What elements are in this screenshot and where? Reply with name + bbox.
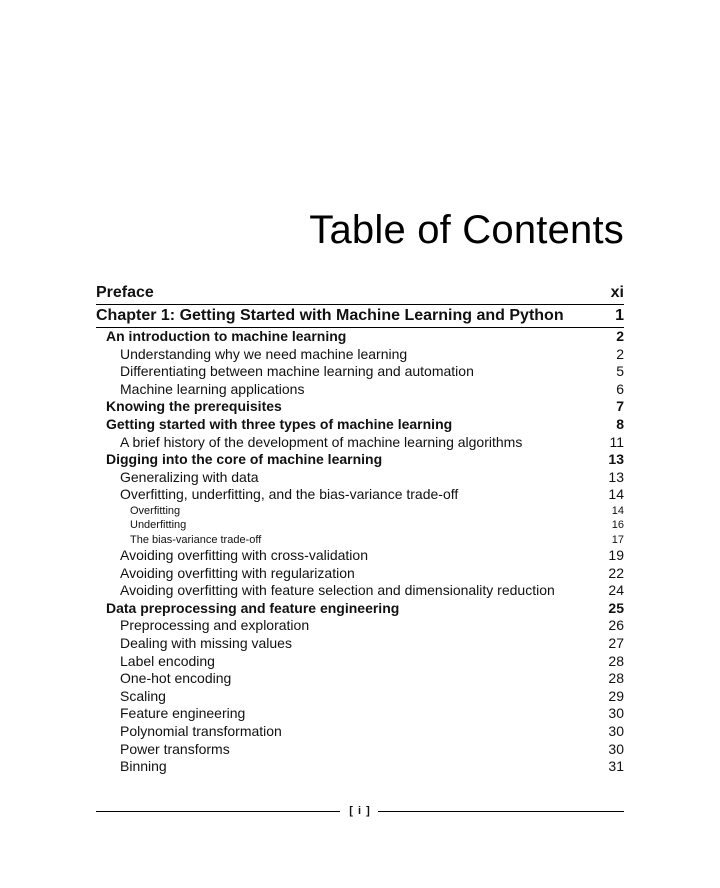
toc-entry-title: Avoiding overfitting with feature selection and dimensionality reduction [120, 582, 555, 599]
page-title: Table of Contents [309, 208, 624, 252]
toc-entry-page: 13 [608, 451, 624, 468]
toc-entry-title: Chapter 1: Getting Started with Machine Learning and Python [96, 307, 564, 324]
toc-entry-page: 30 [608, 705, 624, 722]
toc-entry-page: 2 [616, 328, 624, 344]
toc-entry-title: Avoiding overfitting with cross-validation [120, 547, 368, 564]
toc-section-entry[interactable] [96, 451, 624, 469]
toc-entry-page: 30 [608, 723, 624, 740]
toc-entry-title: Data preprocessing and feature engineering [106, 599, 400, 616]
toc-entry-page: 29 [608, 687, 624, 704]
toc-entry-title: Power transforms [120, 740, 230, 757]
toc-entry-page: 28 [608, 670, 624, 687]
toc-entry-page: 30 [608, 740, 624, 757]
toc-subsubsection-entry[interactable] [96, 533, 624, 547]
toc-entry-page: 31 [608, 758, 624, 775]
toc-subsection-entry[interactable] [96, 688, 624, 706]
toc-entry-page: 28 [608, 652, 624, 669]
toc-entry-page: 1 [615, 307, 624, 324]
toc-entry-title: Preprocessing and exploration [120, 617, 310, 634]
toc-entry-title: Label encoding [120, 652, 215, 669]
toc-subsection-entry[interactable] [96, 582, 624, 600]
toc-entry-page: 25 [608, 599, 624, 616]
toc-entry-page: 16 [611, 519, 624, 532]
toc-entry-title: Dealing with missing values [120, 635, 292, 652]
toc-entry-page: 8 [616, 415, 624, 432]
toc-entry-page: 2 [616, 345, 624, 362]
toc-subsection-entry[interactable] [96, 617, 624, 635]
toc-entry-page: 19 [608, 547, 624, 564]
toc-subsubsection-entry[interactable] [96, 504, 624, 518]
toc-entry-page: 5 [616, 363, 624, 380]
toc-entry-page: 17 [611, 533, 624, 546]
toc-entry-title: Overfitting, underfitting, and the bias-variance trade-off [120, 486, 459, 503]
table-of-contents [96, 282, 624, 776]
toc-section-entry[interactable] [96, 328, 624, 346]
toc-entry-title: Preface [96, 284, 154, 301]
toc-entry-page: xi [610, 284, 624, 301]
toc-subsection-entry[interactable] [96, 469, 624, 487]
toc-entry-title: Overfitting [130, 504, 181, 517]
toc-subsection-entry[interactable] [96, 705, 624, 723]
toc-entry-page: 7 [616, 398, 624, 415]
toc-entry-page: 24 [608, 582, 624, 599]
toc-entry-title: Polynomial transformation [120, 723, 282, 740]
toc-entry-page: 27 [608, 635, 624, 652]
toc-entry-title: Digging into the core of machine learning [106, 451, 383, 468]
toc-entry-title: A brief history of the development of machine learning algorithms [120, 433, 523, 450]
toc-section-entry[interactable] [96, 600, 624, 618]
toc-entry-title: Scaling [120, 687, 166, 704]
toc-part-entry[interactable] [96, 282, 624, 305]
toc-entry-page: 6 [616, 380, 624, 397]
toc-entry-title: Getting started with three types of machine learning [106, 415, 453, 432]
footer-page-number: [ i ] [349, 805, 371, 817]
toc-entry-title: Binning [120, 758, 167, 775]
toc-entry-page: 26 [608, 617, 624, 634]
toc-subsection-entry[interactable] [96, 547, 624, 565]
toc-entry-page: 11 [609, 433, 624, 450]
toc-subsection-entry[interactable] [96, 635, 624, 653]
toc-subsection-entry[interactable] [96, 723, 624, 741]
footer-rule-left [96, 811, 340, 812]
toc-subsubsection-entry[interactable] [96, 518, 624, 532]
toc-subsection-entry[interactable] [96, 346, 624, 364]
toc-entry-title: Generalizing with data [120, 468, 259, 485]
toc-entry-title: The bias-variance trade-off [130, 533, 262, 546]
toc-subsection-entry[interactable] [96, 434, 624, 452]
toc-entry-title: One-hot encoding [120, 670, 232, 687]
toc-subsection-entry[interactable] [96, 741, 624, 759]
toc-section-entry[interactable] [96, 398, 624, 416]
toc-entry-page: 13 [608, 468, 624, 485]
toc-section-entry[interactable] [96, 416, 624, 434]
toc-entry-page: 14 [608, 486, 624, 503]
toc-subsection-entry[interactable] [96, 653, 624, 671]
toc-subsection-entry[interactable] [96, 363, 624, 381]
toc-entry-title: Avoiding overfitting with regularization [120, 564, 355, 581]
toc-subsection-entry[interactable] [96, 486, 624, 504]
toc-entry-title: Feature engineering [120, 705, 246, 722]
toc-entry-title: An introduction to machine learning [106, 328, 347, 344]
toc-part-entry[interactable] [96, 305, 624, 328]
toc-entry-title: Knowing the prerequisites [106, 398, 282, 415]
toc-subsection-entry[interactable] [96, 670, 624, 688]
toc-entry-title: Machine learning applications [120, 380, 305, 397]
toc-entry-title: Underfitting [130, 519, 187, 532]
page-footer [96, 805, 624, 819]
footer-rule-right [378, 811, 624, 812]
toc-entry-page: 22 [608, 564, 624, 581]
toc-subsection-entry[interactable] [96, 758, 624, 776]
toc-subsection-entry[interactable] [96, 565, 624, 583]
toc-entry-title: Differentiating between machine learning and automation [120, 363, 474, 380]
toc-entry-page: 14 [611, 504, 624, 517]
toc-subsection-entry[interactable] [96, 381, 624, 399]
toc-entry-title: Understanding why we need machine learning [120, 345, 408, 362]
